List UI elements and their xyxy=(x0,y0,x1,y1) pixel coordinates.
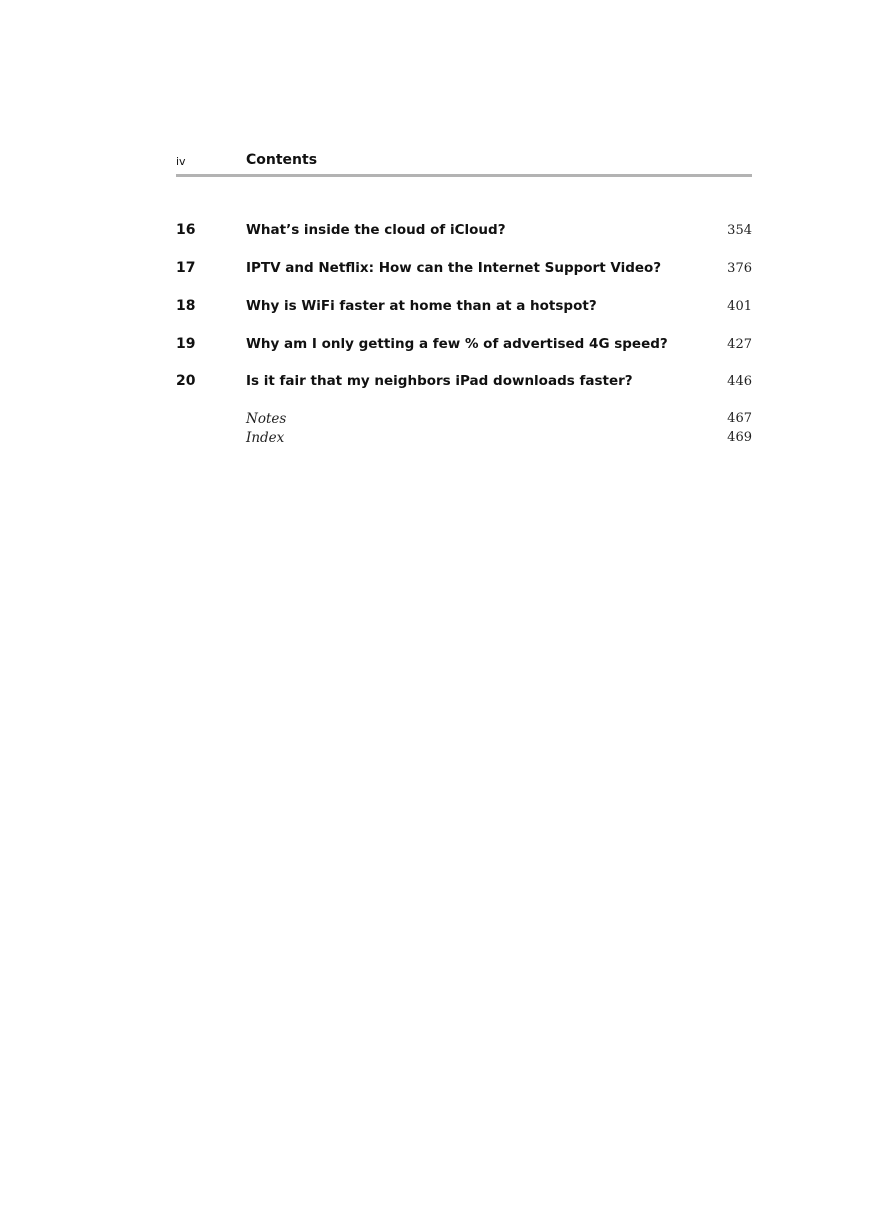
toc-entry-notes[interactable] xyxy=(176,411,752,431)
toc-entry-index[interactable] xyxy=(176,430,752,450)
toc-entry-19[interactable] xyxy=(176,336,752,356)
chapter-number: 16 xyxy=(176,222,196,238)
back-matter-page-number: 469 xyxy=(727,430,752,445)
back-matter-page-number: 467 xyxy=(727,411,752,426)
running-head xyxy=(176,151,752,171)
running-head-title: Contents xyxy=(246,152,318,168)
chapter-title: IPTV and Netflix: How can the Internet Support Video? xyxy=(246,260,662,276)
chapter-title: What’s inside the cloud of iCloud? xyxy=(246,222,506,238)
toc-entry-18[interactable] xyxy=(176,298,752,318)
toc-entry-17[interactable] xyxy=(176,260,752,280)
chapter-page-number: 427 xyxy=(727,337,752,352)
toc-entry-16[interactable] xyxy=(176,222,752,242)
chapter-page-number: 401 xyxy=(727,299,752,314)
chapter-page-number: 354 xyxy=(727,223,752,238)
toc-entry-20[interactable] xyxy=(176,373,752,393)
chapter-page-number: 446 xyxy=(727,374,752,389)
header-rule xyxy=(176,174,752,177)
back-matter-title: Notes xyxy=(246,411,287,427)
chapter-page-number: 376 xyxy=(727,261,752,276)
chapter-title: Why is WiFi faster at home than at a hotspot? xyxy=(246,298,597,314)
chapter-title: Is it fair that my neighbors iPad downloads faster? xyxy=(246,373,633,389)
page-folio: iv xyxy=(176,155,186,168)
chapter-number: 18 xyxy=(176,298,196,314)
chapter-number: 19 xyxy=(176,336,196,352)
chapter-title: Why am I only getting a few % of advertised 4G speed? xyxy=(246,336,668,352)
back-matter-title: Index xyxy=(246,430,285,446)
chapter-number: 20 xyxy=(176,373,196,389)
chapter-number: 17 xyxy=(176,260,196,276)
